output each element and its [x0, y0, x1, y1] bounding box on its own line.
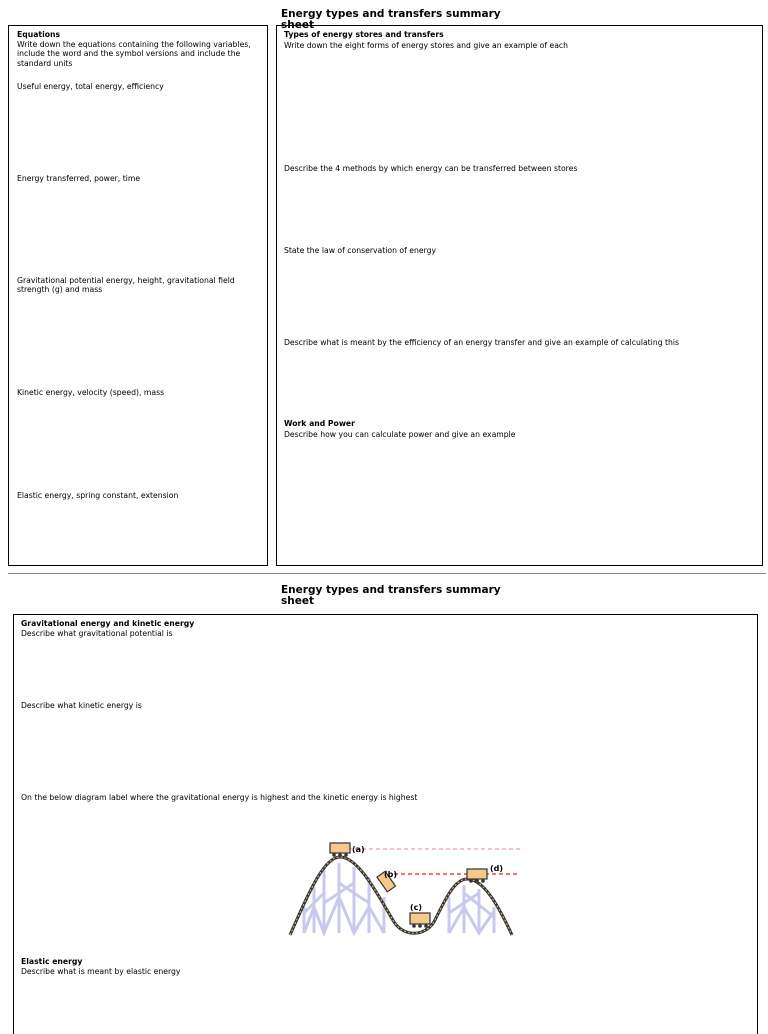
equations-heading: Equations — [17, 30, 61, 39]
label-b: (b) — [384, 870, 398, 879]
equation-item-power: Energy transferred, power, time — [17, 174, 141, 183]
gravitational-kinetic-box — [13, 614, 758, 1034]
efficiency-question: Describe what is meant by the efficiency of an energy transfer and give an example of calculating this — [284, 338, 680, 347]
equation-item-elastic: Elastic energy, spring constant, extension — [17, 491, 179, 500]
transfer-methods-question: Describe the 4 methods by which energy can be transferred between stores — [284, 164, 578, 173]
conservation-question: State the law of conservation of energy — [284, 246, 437, 255]
label-a: (a) — [352, 845, 365, 854]
equation-item-gpe: Gravitational potential energy, height, gravitational field strength (g) and mass — [17, 276, 235, 295]
car-d — [467, 869, 487, 883]
grav-kinetic-heading: Gravitational energy and kinetic energy — [21, 619, 195, 628]
label-c: (c) — [410, 903, 423, 912]
car-c — [410, 913, 430, 928]
stores-question: Write down the eight forms of energy stores and give an example of each — [284, 41, 569, 50]
equation-item-kinetic: Kinetic energy, velocity (speed), mass — [17, 388, 165, 397]
stores-heading: Types of energy stores and transfers — [284, 30, 444, 39]
label-d: (d) — [490, 864, 504, 873]
diagram-question: On the below diagram label where the gravitational energy is highest and the kinetic energy is highest — [21, 793, 418, 802]
work-power-heading: Work and Power — [284, 419, 355, 428]
roller-coaster-diagram — [284, 837, 524, 937]
kinetic-question: Describe what kinetic energy is — [21, 701, 142, 710]
equations-box — [8, 25, 268, 566]
page-title: Energy types and transfers summary sheet — [281, 8, 501, 31]
power-question: Describe how you can calculate power and give an example — [284, 430, 516, 439]
energy-stores-box — [276, 25, 763, 566]
page-title-2: Energy types and transfers summary sheet — [281, 584, 501, 607]
page-divider — [8, 573, 766, 574]
car-a — [330, 843, 350, 857]
elastic-heading: Elastic energy — [21, 957, 83, 966]
equations-intro: Write down the equations containing the following variables, include the word and the symbol versions and include the standard units — [17, 40, 251, 68]
equation-item-efficiency: Useful energy, total energy, efficiency — [17, 82, 164, 91]
elastic-question: Describe what is meant by elastic energy — [21, 967, 181, 976]
gpe-question: Describe what gravitational potential is — [21, 629, 173, 638]
